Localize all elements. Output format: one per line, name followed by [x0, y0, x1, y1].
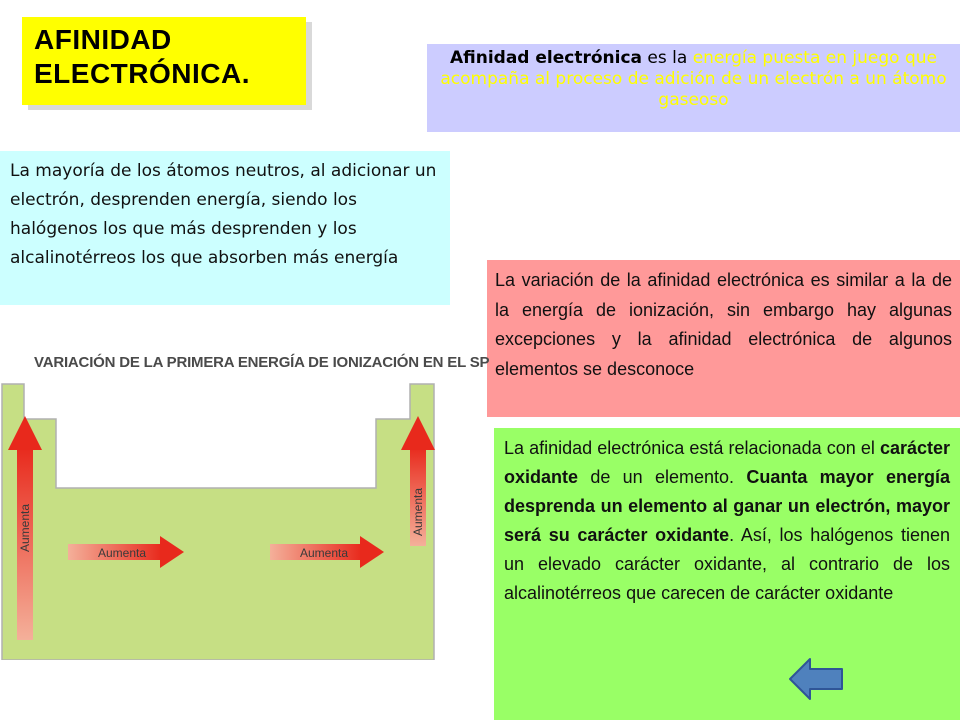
definition-highlight: energía puesta en juego que acompaña al proceso de adición de un electrón a un átomo gaseoso [440, 48, 947, 110]
periodic-table-shape [2, 384, 434, 660]
definition-box [427, 44, 960, 132]
oxidizing-text-2: de un elemento. [578, 467, 747, 487]
definition-term: Afinidad electrónica [449, 48, 643, 68]
horizontal-arrow-1-label: Aumenta [98, 546, 147, 560]
page-title: AFINIDAD ELECTRÓNICA. [22, 17, 306, 105]
variation-box: La variación de la afinidad electrónica es similar a la de la energía de ionización, sin embargo hay algunas excepciones y la afinidad electrónica de algunos elementos se desconoce [487, 260, 960, 417]
oxidizing-character-box [494, 428, 960, 720]
majority-atoms-box: La mayoría de los átomos neutros, al adicionar un electrón, desprenden energía, siendo los halógenos los que más desprenden y los alcalinotérreos los que absorben más energía [0, 151, 450, 305]
oxidizing-bold-2: Cuanta mayor energía desprenda un elemento al ganar un electrón, mayor será su carácter oxidante [504, 467, 950, 545]
horizontal-arrow-2-label: Aumenta [300, 546, 349, 560]
oxidizing-bold-1: carácter oxidante [504, 438, 950, 487]
back-button[interactable] [788, 656, 844, 702]
oxidizing-text-1: La afinidad electrónica está relacionada con el [504, 438, 880, 458]
periodic-table-diagram [0, 340, 450, 660]
periodic-table-figure [0, 340, 490, 660]
definition-connector: es la [642, 48, 693, 68]
left-vertical-arrow-label: Aumenta [18, 503, 32, 552]
right-vertical-arrow-label: Aumenta [411, 487, 425, 536]
figure-title: VARIACIÓN DE LA PRIMERA ENERGÍA DE IONIZACIÓN EN EL SP [34, 354, 490, 371]
back-arrow-icon [788, 656, 844, 702]
oxidizing-text-3: . Así, los halógenos tienen un elevado carácter oxidante, al contrario de los alcalinotérreos que carecen de carácter oxidante [504, 525, 950, 603]
